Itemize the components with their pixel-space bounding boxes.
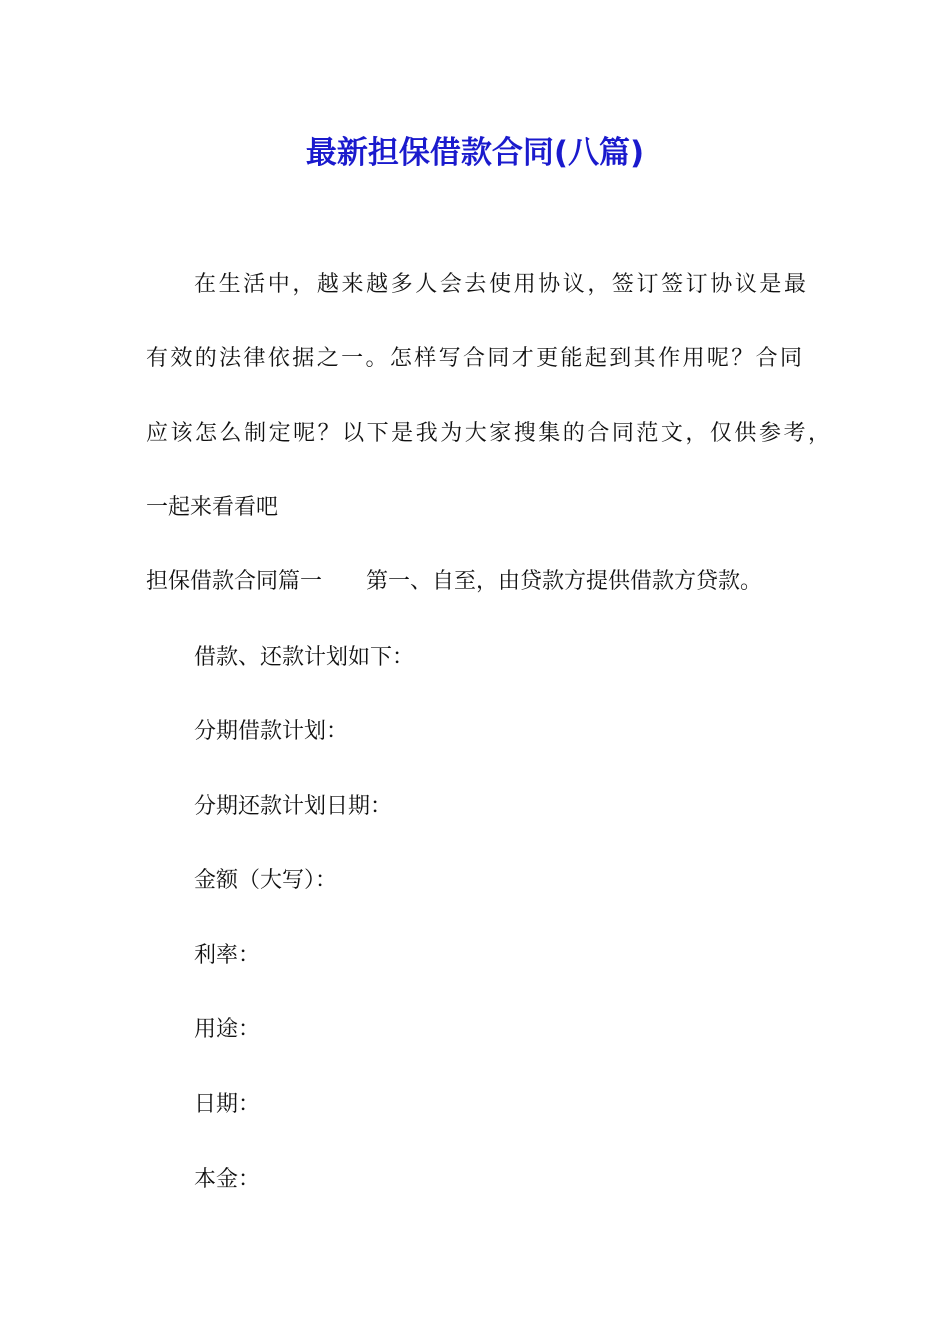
document-title: 最新担保借款合同(八篇) bbox=[305, 135, 645, 171]
intro-line-4: 一起来看看吧 bbox=[146, 495, 279, 520]
repay-date-field: 分期还款计划日期： bbox=[194, 794, 393, 819]
amount-field: 金额（大写）： bbox=[194, 868, 338, 893]
purpose-field: 用途： bbox=[194, 1017, 261, 1042]
rate-field: 利率： bbox=[194, 943, 261, 968]
intro-line-2: 有效的法律依据之一。怎样写合同才更能起到其作用呢？合同 bbox=[146, 346, 802, 371]
plan-intro: 借款、还款计划如下： bbox=[194, 645, 415, 670]
section-heading: 担保借款合同篇一 bbox=[146, 569, 323, 594]
date-field: 日期： bbox=[194, 1092, 261, 1117]
first-clause: 第一、自至，由贷款方提供借款方贷款。 bbox=[366, 569, 763, 594]
borrow-plan-field: 分期借款计划： bbox=[194, 719, 349, 744]
principal-field: 本金： bbox=[194, 1167, 261, 1192]
intro-line-1: 在生活中，越来越多人会去使用协议，签订签订协议是最 bbox=[194, 272, 806, 297]
intro-line-3: 应该怎么制定呢？以下是我为大家搜集的合同范文，仅供参考， bbox=[146, 421, 830, 446]
section-heading-line bbox=[146, 567, 762, 597]
